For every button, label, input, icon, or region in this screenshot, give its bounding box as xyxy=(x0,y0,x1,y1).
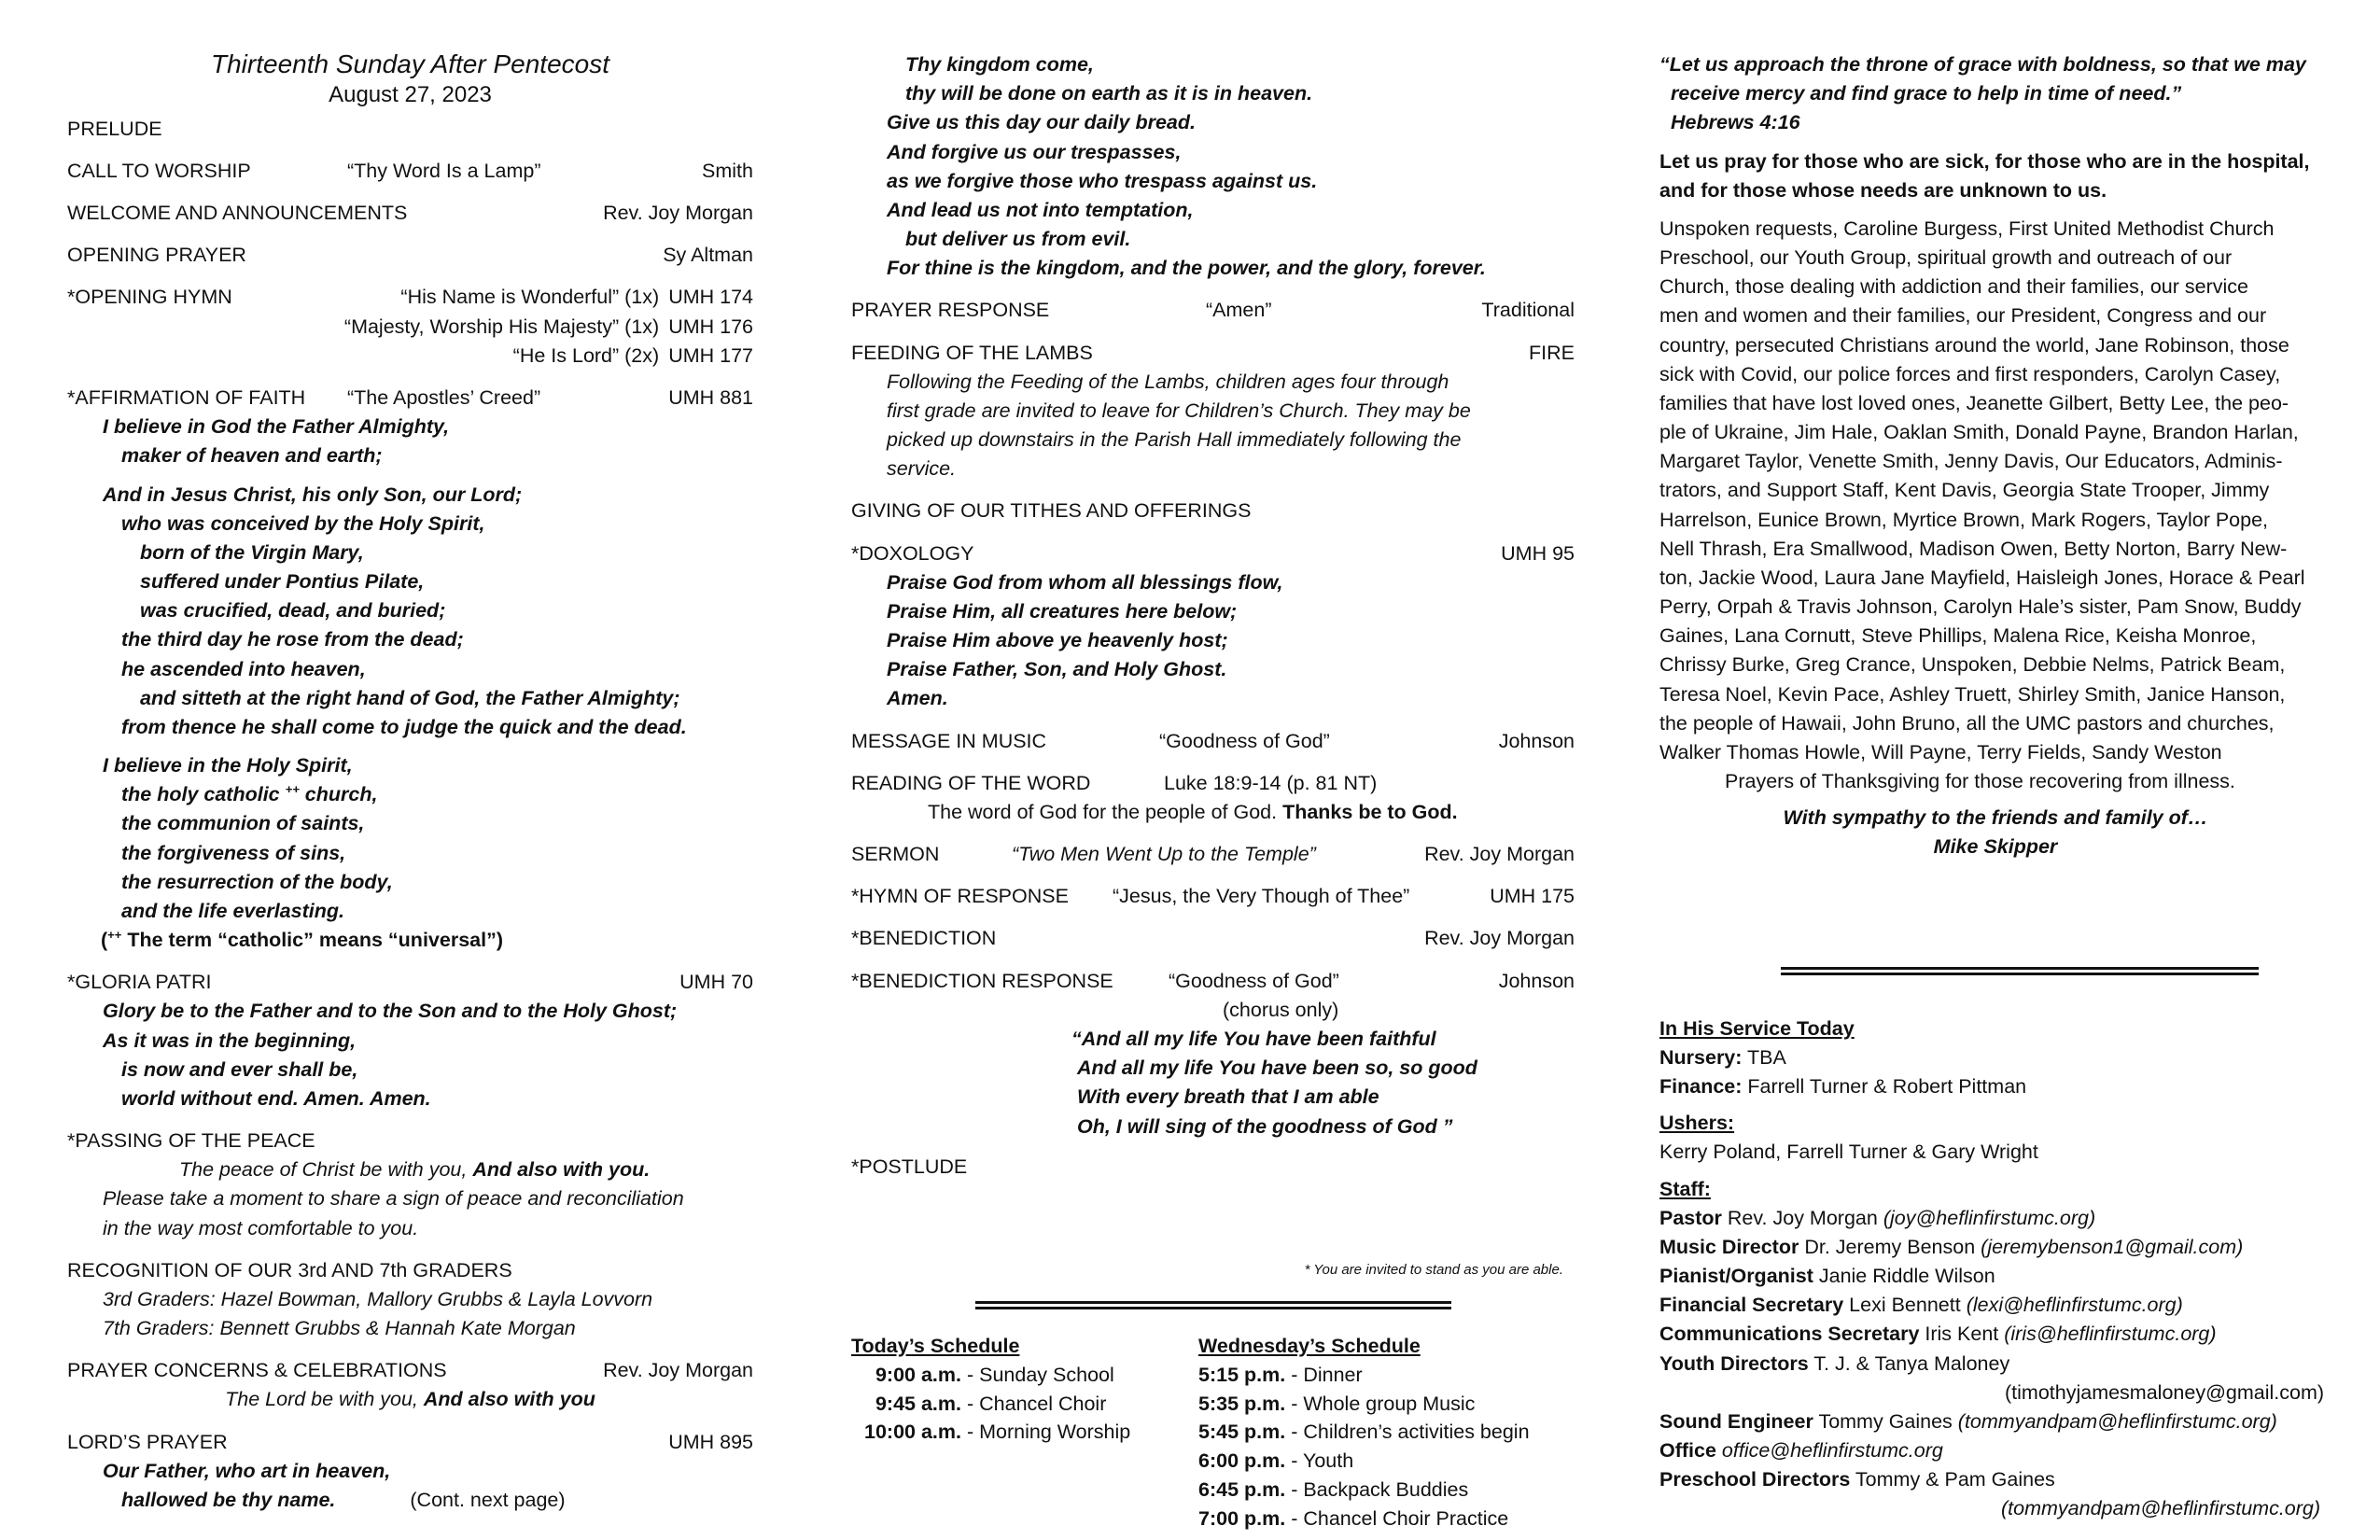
prayer-response: PRAYER RESPONSE “Amen” Traditional xyxy=(851,299,1575,322)
finance: Finance: Farrell Turner & Robert Pittman xyxy=(1659,1074,2027,1098)
lords-prayer-line-1: Our Father, who art in heaven, xyxy=(103,1459,391,1482)
today-schedule: Today’s Schedule 9:00 a.m. - Sunday School 9:45 a.m. - Chancel Choir 10:00 a.m. - Morning Worship xyxy=(851,1334,1131,1444)
lords-prayer-line-2: hallowed be thy name. (Cont. next page) xyxy=(121,1489,566,1511)
thanksgiving-line: Prayers of Thanksgiving for those recovering from illness. xyxy=(1725,770,2235,793)
prelude: PRELUDE xyxy=(67,117,162,140)
staff-office: Office office@heflinfirstumc.org xyxy=(1659,1439,1943,1463)
stand-note: * You are invited to stand as you are able. xyxy=(1304,1261,1563,1278)
staff-communications: Communications Secretary Iris Kent (iris@heflinfirstumc.org) xyxy=(1659,1323,2217,1346)
prayer-concerns: PRAYER CONCERNS & CELEBRATIONS Rev. Joy Morgan xyxy=(67,1359,753,1382)
doxology-text: Praise God from whom all blessings flow, Praise Him, all creatures here below; Praise Him above ye heavenly host; Praise Father, Son, and Holy Ghost. Amen. xyxy=(887,570,1283,710)
sermon: SERMON “Two Men Went Up to the Temple” Rev. Joy Morgan xyxy=(851,843,1575,866)
lords-prayer: LORD’S PRAYER UMH 895 xyxy=(67,1430,753,1453)
peace-response: The peace of Christ be with you, And also with you. xyxy=(179,1158,651,1182)
service-title: Thirteenth Sunday After Pentecost xyxy=(211,49,609,78)
service-date: August 27, 2023 xyxy=(329,81,492,107)
peace-note: Please take a moment to share a sign of peace and reconciliation xyxy=(103,1187,684,1211)
creed-paragraph-1: I believe in God the Father Almighty, maker of heaven and earth; xyxy=(103,415,450,468)
service-roster: In His Service Today Nursery: TBA Finance: Farrell Turner & Robert Pittman Ushers: Kerry Poland, Farrell Turner & Gary Wright Staff: Pastor Rev. Joy Morgan (joy@heflinfirstumc.org) Music Director Dr. Jeremy Benson (jeremybenson1@gmail.com) Pianist/Organist Janie Riddle Wilson Financial Secretary Lexi Bennett (lexi@heflinfirstumc.org) Communications Secretary Iris Kent (iris@heflinfirstumc.org) Youth Directors T. J. & Tanya Maloney (timothyjamesmaloney@gmail.com) Sound Engineer Tommy Gaines (tommyandpam@heflinfirstumc.org) Office office@heflinfirstumc.org Preschool Directors Tommy & Pam Gaines (tommyandpam@heflinfirstumc.org) xyxy=(1659,1015,2331,1524)
divider xyxy=(975,1301,1451,1309)
reading-of-word: READING OF THE WORD Luke 18:9-14 (p. 81 NT) xyxy=(851,771,1378,794)
divider xyxy=(1781,967,2259,975)
youth-email: (timothyjamesmaloney@gmail.com) xyxy=(2005,1380,2325,1404)
prayer-request-list: Unspoken requests, Caroline Burgess, First United Methodist Church Preschool, our Youth Group, spiritual growth and outreach of our Church, those dealing with addiction and their families, our service men and women and their families, our President, Congress and our country, persecuted Christians around the world, Jane Robinson, those sick with Covid, our police forces and first responders, Carolyn Casey, families that have lost loved ones, Jeanette Gilbert, Betty Lee, the peo- ple of Ukraine, Jim Hale, Oaklan Smith, Donald Payne, Brandon Harlan, Margaret Taylor, Venette Smith, Jenny Davis, Our Educators, Adminis- trators, and Support Staff, Kent Davis, Georgia State Trooper, Jimmy Harrelson, Eunice Brown, Myrtice Brown, Mark Rogers, Taylor Pope, Nell Thrash, Era Smallwood, Madison Owen, Betty Norton, Barry New- ton, Jackie Wood, Laura Jane Mayfield, Haisleigh Jones, Horace & Pearl Perry, Orpah & Travis Johnson, Carolyn Hale’s sister, Pam Snow, Buddy Gaines, Lana Cornutt, Steve Phillips, Malena Rice, Keisha Monroe, Chrissy Burke, Greg Crance, Unspoken, Debbie Nelms, Patrick Beam, Teresa Noel, Kevin Pace, Ashley Truett, Shirley Smith, Janice Hanson, the people of Hawaii, John Bruno, all the UMC pastors and churches, Walker Thomas Howle, Will Payne, Terry Fields, Sandy Weston xyxy=(1659,217,2305,763)
creed-paragraph-3: I believe in the Holy Spirit, the holy catholic ++ church, the communion of saints, the forgiveness of sins, the resurrection of the body, and the life everlasting. xyxy=(103,754,393,922)
schedules xyxy=(851,1332,1575,1534)
ushers: Kerry Poland, Farrell Turner & Gary Wright xyxy=(1659,1141,2038,1164)
staff-preschool-directors: Preschool Directors Tommy & Pam Gaines xyxy=(1659,1468,2055,1491)
preschool-email: (tommyandpam@heflinfirstumc.org) xyxy=(2001,1497,2321,1520)
column-prayers-and-staff xyxy=(1659,50,2331,1524)
pray-for-heading: Let us pray for those who are sick, for those who are in the hospital, and for those whose needs are unknown to us. xyxy=(1659,149,2310,202)
opening-hymn: *OPENING HYMN “His Name is Wonderful” (1x) UMH 174 “Majesty, Worship His Majesty” (1x) UMH 176 “He Is Lord” (2x) UMH 177 xyxy=(67,286,753,367)
reading-response: The word of God for the people of God. Thanks be to God. xyxy=(928,800,1458,823)
call-to-worship: CALL TO WORSHIP “Thy Word Is a Lamp” Smith xyxy=(67,159,753,182)
sympathy: With sympathy to the friends and family of… Mike Skipper xyxy=(1783,806,2208,859)
welcome-announcements: WELCOME AND ANNOUNCEMENTS Rev. Joy Morgan xyxy=(67,202,753,225)
peace-note-2: in the way most comfortable to you. xyxy=(103,1216,419,1239)
opening-prayer: OPENING PRAYER Sy Altman xyxy=(67,244,753,267)
affirmation-of-faith: *AFFIRMATION OF FAITH “The Apostles’ Creed” UMH 881 xyxy=(67,385,753,409)
staff-financial-secretary: Financial Secretary Lexi Bennett (lexi@heflinfirstumc.org) xyxy=(1659,1294,2183,1317)
benediction-response: *BENEDICTION RESPONSE “Goodness of God” Johnson xyxy=(851,969,1575,992)
third-graders: 3rd Graders: Hazel Bowman, Mallory Grubbs & Layla Lovvorn xyxy=(103,1287,653,1310)
scripture-quote: “Let us approach the throne of grace with boldness, so that we may receive mercy and find grace to help in time of need.” Hebrews 4:16 xyxy=(1659,53,2306,134)
seventh-graders: 7th Graders: Bennett Grubbs & Hannah Kate Morgan xyxy=(103,1317,576,1340)
benediction: *BENEDICTION Rev. Joy Morgan xyxy=(851,927,1575,950)
wednesday-schedule: Wednesday’s Schedule 5:15 p.m. - Dinner 5:35 p.m. - Whole group Music 5:45 p.m. - Children’s activities begin 6:00 p.m. - Youth 6:45 p.m. - Backpack Buddies 7:00 p.m. - Chancel Choir Practice xyxy=(1198,1334,1530,1531)
recognition: RECOGNITION OF OUR 3rd AND 7th GRADERS xyxy=(67,1258,512,1281)
prayer-response-line: The Lord be with you, And also with you xyxy=(225,1388,595,1411)
creed-footnote: (++ The term “catholic” means “universal”) xyxy=(101,927,503,952)
message-in-music: MESSAGE IN MUSIC “Goodness of God” Johnson xyxy=(851,729,1575,752)
chorus-only: (chorus only) xyxy=(1223,998,1339,1021)
lords-prayer-continued: Thy kingdom come, thy will be done on earth as it is in heaven. Give us this day our daily bread. And forgive us our trespasses, as we forgive those who trespass against us. And lead us not into temptation, but deliver us from evil. For thine is the kingdom, and the power, and the glory, forever. xyxy=(887,53,1486,280)
creed-paragraph-2: And in Jesus Christ, his only Son, our Lord; who was conceived by the Holy Spirit, born of the Virgin Mary, suffered under Pontius Pilate, was crucified, dead, and buried; the third day he rose from the dead; he ascended into heaven, and sitteth at the right hand of God, the Father Almighty; from thence he shall come to judge the quick and the dead. xyxy=(103,483,687,738)
gloria-patri: *GLORIA PATRI UMH 70 xyxy=(67,971,753,994)
staff-pianist: Pianist/Organist Janie Riddle Wilson xyxy=(1659,1265,1995,1288)
column-order-of-worship xyxy=(67,49,753,1515)
giving: GIVING OF OUR TITHES AND OFFERINGS xyxy=(851,499,1252,523)
passing-of-peace: *PASSING OF THE PEACE xyxy=(67,1129,315,1153)
column-order-continued xyxy=(851,50,1575,1533)
postlude: *POSTLUDE xyxy=(851,1155,968,1178)
doxology: *DOXOLOGY UMH 95 xyxy=(851,541,1575,565)
staff-pastor: Pastor Rev. Joy Morgan (joy@heflinfirstumc.org) xyxy=(1659,1206,2096,1229)
staff-sound-engineer: Sound Engineer Tommy Gaines (tommyandpam@heflinfirstumc.org) xyxy=(1659,1409,2277,1433)
gloria-text: Glory be to the Father and to the Son and to the Holy Ghost; As it was in the beginning, is now and ever shall be, world without end. Amen. Amen. xyxy=(103,1000,678,1110)
hymn-of-response: *HYMN OF RESPONSE “Jesus, the Very Though of Thee” UMH 175 xyxy=(851,885,1575,908)
feeding-note: Following the Feeding of the Lambs, children ages four through first grade are invited to leave for Children’s Church. They may be picked up downstairs in the Parish Hall immediately following the service. xyxy=(887,370,1471,481)
staff-music-director: Music Director Dr. Jeremy Benson (jeremybenson1@gmail.com) xyxy=(1659,1235,2244,1258)
chorus-text: “And all my life You have been faithful And all my life You have been so, so good With every breath that I am able Oh, I will sing of the goodness of God ” xyxy=(1071,1027,1477,1138)
nursery: Nursery: TBA xyxy=(1659,1045,1786,1069)
staff-youth-directors: Youth Directors T. J. & Tanya Maloney xyxy=(1659,1351,2010,1375)
feeding-of-lambs: FEEDING OF THE LAMBS FIRE xyxy=(851,341,1575,364)
